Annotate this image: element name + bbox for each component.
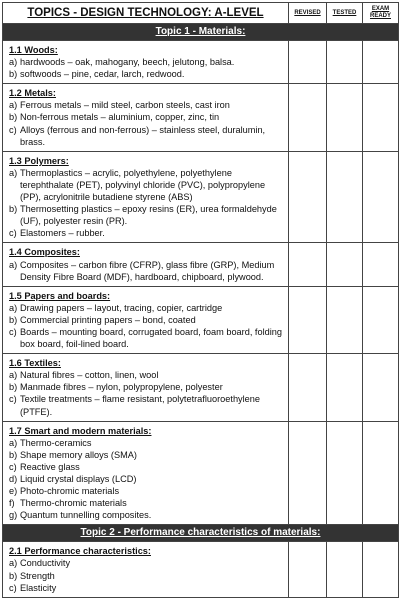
list-item	[9, 259, 284, 283]
item-text: Shape memory alloys (SMA)	[20, 449, 137, 460]
section-row	[3, 243, 399, 286]
list-item	[9, 473, 284, 485]
item-letter: c)	[9, 582, 17, 593]
item-text: Manmade fibres – nylon, polypropylene, polyester	[20, 382, 223, 393]
item-letter: b)	[9, 570, 18, 581]
list-item	[9, 111, 284, 123]
item-letter: b)	[9, 112, 18, 123]
topic2-bar	[3, 525, 399, 542]
item-text: Boards – mounting board, corrugated board, foam board, folding box board, foil-lined board.	[20, 326, 283, 350]
item-letter: a)	[9, 167, 18, 178]
tested-checkbox-cell[interactable]	[327, 41, 363, 84]
list-item	[9, 56, 284, 68]
item-letter: b)	[9, 449, 18, 460]
section-cell	[3, 542, 289, 597]
list-item	[9, 381, 284, 393]
topic1-heading-cell	[3, 24, 399, 41]
item-text: Thermoplastics – acrylic, polyethylene, polyethylene terephthalate (PET), polyvinyl chloride (PVC), polypropylene (PP), acrylonitrile butadiene styrene (ABS)	[20, 167, 266, 203]
list-item	[9, 124, 284, 148]
tested-header: TESTED	[327, 3, 363, 24]
list-item	[9, 203, 284, 227]
exam-ready-checkbox-cell[interactable]	[363, 421, 399, 525]
tested-checkbox-cell[interactable]	[327, 243, 363, 286]
list-item	[9, 227, 284, 239]
section-cell	[3, 354, 289, 421]
item-letter: c)	[9, 394, 17, 405]
revised-checkbox-cell[interactable]	[289, 84, 327, 151]
topic2-body	[3, 525, 399, 597]
list-item	[9, 393, 284, 417]
list-item	[9, 461, 284, 473]
item-letter: b)	[9, 204, 18, 215]
list-item	[9, 570, 284, 582]
exam-ready-checkbox-cell[interactable]	[363, 84, 399, 151]
item-letter: b)	[9, 314, 18, 325]
revised-header: REVISED	[289, 3, 327, 24]
item-text: Composites – carbon fibre (CFRP), glass fibre (GRP), Medium Density Fibre Board (MDF), hardboard, chipboard, plywood.	[20, 259, 275, 282]
section-heading: 1.1 Woods:	[9, 45, 58, 55]
section-row	[3, 41, 399, 84]
item-letter: c)	[9, 124, 17, 135]
revised-checkbox-cell[interactable]	[289, 243, 327, 286]
item-letter: a)	[9, 558, 18, 569]
list-item	[9, 497, 284, 509]
item-letter: g)	[9, 510, 18, 521]
section-heading: 1.3 Polymers:	[9, 155, 69, 166]
exam-ready-checkbox-cell[interactable]	[363, 286, 399, 353]
item-text: Alloys (ferrous and non-ferrous) – stainless steel, duralumin, brass.	[20, 124, 266, 147]
list-item	[9, 369, 284, 381]
item-text: Drawing papers – layout, tracing, copier, cartridge	[20, 302, 223, 313]
header-row	[3, 3, 399, 24]
item-letter: c)	[9, 228, 17, 239]
item-letter: c)	[9, 326, 17, 337]
section-heading: 1.5 Papers and boards:	[9, 290, 111, 301]
exam-ready-checkbox-cell[interactable]	[363, 354, 399, 421]
item-letter: e)	[9, 486, 18, 497]
topic2-heading: Topic 2 - Performance characteristics of materials:	[80, 527, 321, 539]
section-heading: 1.7 Smart and modern materials:	[9, 425, 152, 436]
item-letter: b)	[9, 382, 18, 393]
list-item	[9, 99, 284, 111]
list-item	[9, 485, 284, 497]
section-row	[3, 421, 399, 525]
topic1-bar	[3, 24, 399, 41]
section-heading: 1.6 Textiles:	[9, 358, 61, 369]
revised-checkbox-cell[interactable]	[289, 151, 327, 243]
revised-checkbox-cell[interactable]	[289, 421, 327, 525]
item-text: Commercial printing papers – bond, coated	[20, 314, 196, 325]
item-text: Photo-chromic materials	[20, 486, 120, 497]
exam-ready-line1: EXAM	[371, 6, 390, 12]
section-cell	[3, 243, 289, 286]
item-letter: b)	[9, 69, 18, 80]
tested-checkbox-cell[interactable]	[327, 84, 363, 151]
exam-ready-checkbox-cell[interactable]	[363, 151, 399, 243]
list-item	[9, 302, 284, 314]
item-letter: a)	[9, 370, 18, 381]
section-heading: 1.2 Metals:	[9, 88, 56, 99]
list-item	[9, 326, 284, 350]
exam-ready-line2: READY	[369, 13, 391, 19]
section-heading: 2.1 Performance characteristics:	[9, 546, 151, 557]
topic1-body	[3, 24, 399, 525]
item-text: hardwoods – oak, mahogany, beech, jelutong, balsa.	[20, 57, 235, 68]
item-letter: a)	[9, 100, 18, 111]
item-text: Elasticity	[20, 582, 57, 593]
exam-ready-checkbox-cell[interactable]	[363, 243, 399, 286]
section-cell	[3, 41, 289, 84]
list-item	[9, 68, 284, 80]
section-cell	[3, 286, 289, 353]
item-text: softwoods – pine, cedar, larch, redwood.	[20, 69, 185, 80]
list-item	[9, 437, 284, 449]
revised-checkbox-cell[interactable]	[289, 354, 327, 421]
section-row	[3, 542, 399, 597]
section-heading: 1.4 Composites:	[9, 247, 80, 258]
item-text: Ferrous metals – mild steel, carbon steels, cast iron	[20, 100, 230, 111]
section-row	[3, 354, 399, 421]
section-row	[3, 151, 399, 243]
item-letter: a)	[9, 57, 18, 68]
section-row	[3, 286, 399, 353]
item-text: Liquid crystal displays (LCD)	[20, 474, 137, 484]
revised-checkbox-cell[interactable]	[289, 542, 327, 597]
item-text: Strength	[20, 570, 55, 581]
list-item	[9, 449, 284, 461]
revised-checkbox-cell[interactable]	[289, 41, 327, 84]
section-cell	[3, 151, 289, 243]
tested-checkbox-cell[interactable]	[327, 151, 363, 243]
item-text: Non-ferrous metals – aluminium, copper, zinc, tin	[20, 112, 220, 123]
item-letter: d)	[9, 474, 18, 484]
item-letter: a)	[9, 259, 18, 270]
item-text: Reactive glass	[20, 461, 80, 472]
tested-checkbox-cell[interactable]	[327, 542, 363, 597]
section-cell	[3, 84, 289, 151]
item-text: Thermo-ceramics	[20, 437, 92, 448]
list-item	[9, 167, 284, 203]
list-item	[9, 582, 284, 594]
item-text: Thermosetting plastics – epoxy resins (ER), urea formaldehyde (UF), polyester resin (PR).	[20, 204, 277, 227]
item-text: Natural fibres – cotton, linen, wool	[20, 370, 159, 381]
topic1-heading: Topic 1 - Materials:	[155, 26, 246, 37]
topic2-heading-cell	[3, 525, 399, 542]
item-letter: f)	[9, 498, 15, 509]
item-text: Textile treatments – flame resistant, polytetrafluoroethylene (PTFE).	[20, 394, 261, 417]
revised-checkbox-cell[interactable]	[289, 286, 327, 353]
list-item	[9, 509, 284, 521]
section-row	[3, 84, 399, 151]
exam-ready-header	[363, 3, 399, 24]
tested-checkbox-cell[interactable]	[327, 354, 363, 421]
exam-ready-checkbox-cell[interactable]	[363, 542, 399, 597]
item-text: Elastomers – rubber.	[20, 228, 105, 239]
tested-checkbox-cell[interactable]	[327, 421, 363, 525]
section-cell	[3, 421, 289, 525]
item-text: Quantum tunnelling composites.	[20, 510, 152, 521]
item-text: Conductivity	[20, 558, 71, 569]
checklist-table	[2, 2, 399, 598]
item-letter: c)	[9, 461, 17, 472]
exam-ready-checkbox-cell[interactable]	[363, 41, 399, 84]
list-item	[9, 557, 284, 569]
item-letter: a)	[9, 302, 18, 313]
list-item	[9, 314, 284, 326]
item-letter: a)	[9, 437, 18, 448]
tested-checkbox-cell[interactable]	[327, 286, 363, 353]
item-text: Thermo-chromic materials	[20, 498, 127, 509]
page-title: TOPICS - DESIGN TECHNOLOGY: A-LEVEL	[3, 3, 289, 24]
